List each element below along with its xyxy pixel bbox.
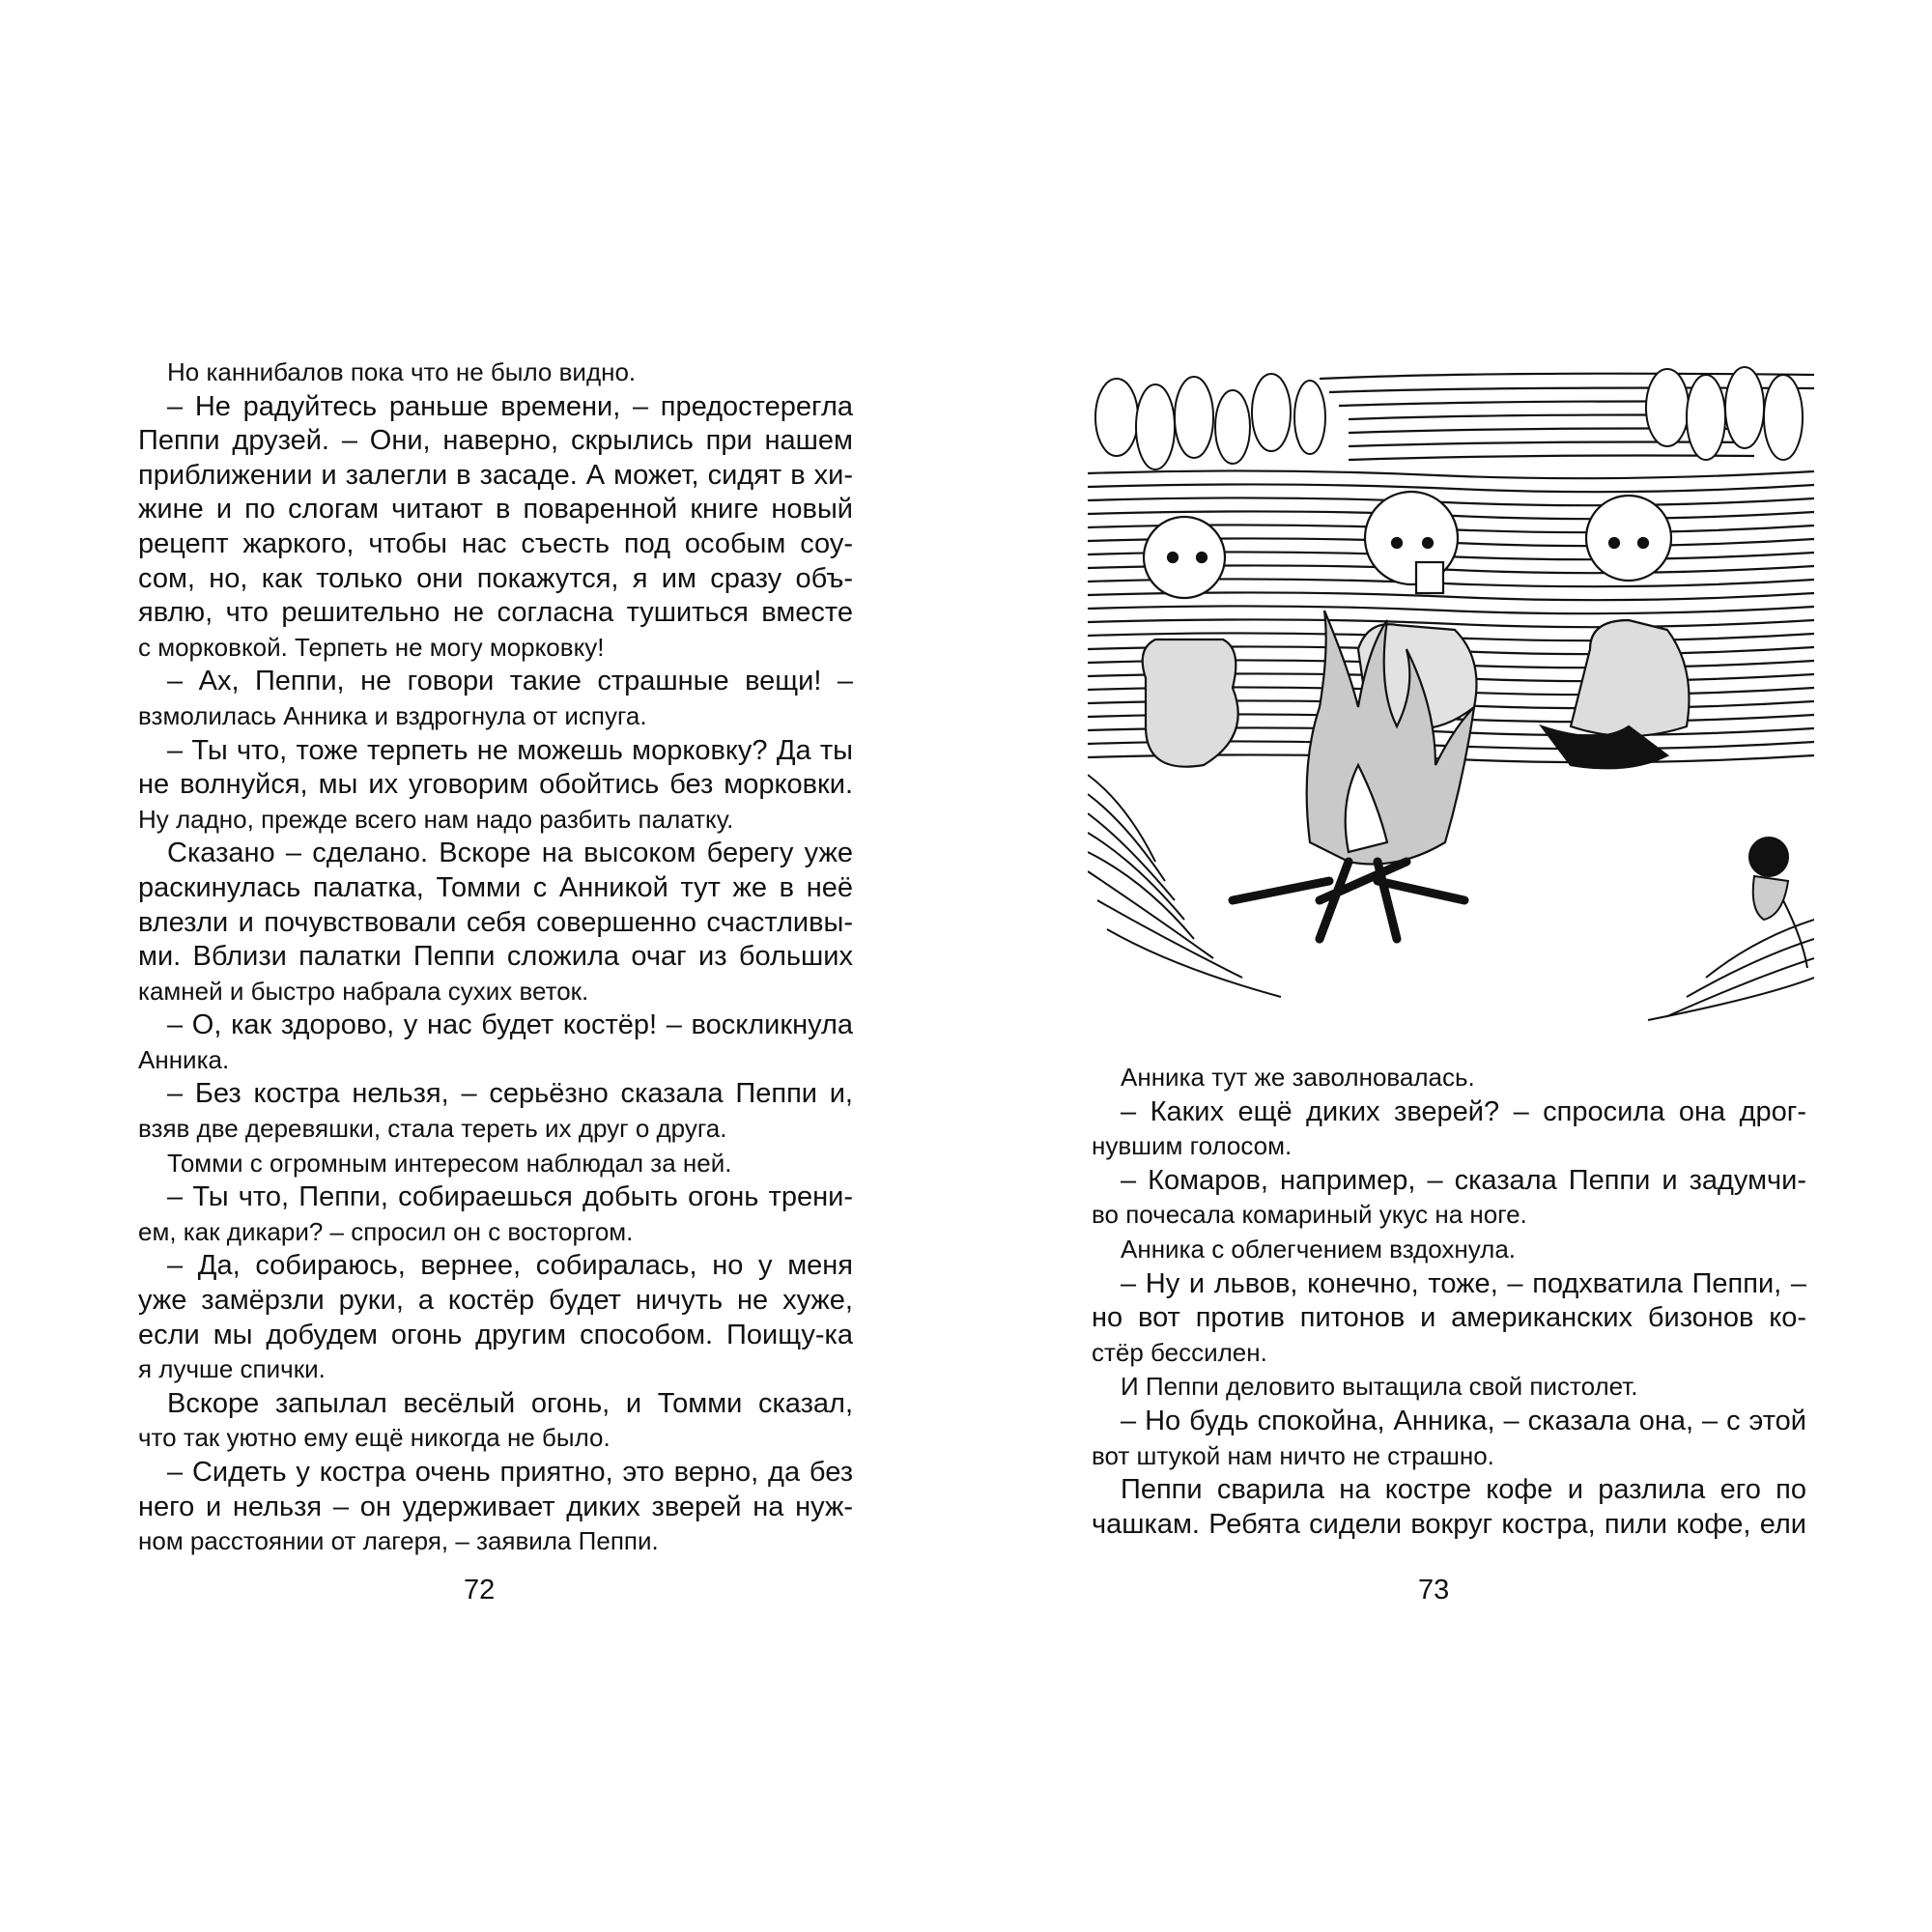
text-line: вот штукой нам ничто не страшно. bbox=[1092, 1440, 1494, 1470]
text-line: Анника тут же заволновалась. bbox=[1121, 1063, 1475, 1092]
text-line: раскинулась палатка, Томми с Анникой тут же в неё bbox=[138, 871, 853, 903]
text-line: Пеппи сварила на костре кофе и разлила его по bbox=[1121, 1474, 1806, 1506]
text-line: чашкам. Ребята сидели вокруг костра, пили кофе, ели bbox=[1092, 1508, 1806, 1540]
text-line: И Пеппи деловито вытащила свой пистолет. bbox=[1121, 1372, 1638, 1402]
text-line: уже замёрзли руки, а костёр будет ничуть не хуже, bbox=[138, 1285, 853, 1317]
text-line: Томми с огромным интересом наблюдал за ней. bbox=[167, 1148, 732, 1178]
text-line: – Ты что, тоже терпеть не можешь морковку? Да ты bbox=[167, 734, 853, 766]
illustration-drawing bbox=[1088, 359, 1814, 1024]
text-line: Анника. bbox=[138, 1044, 230, 1074]
text-line: – Ах, Пеппи, не говори такие страшные вещи! – bbox=[167, 666, 853, 697]
text-line: – Не радуйтесь раньше времени, – предостерегла bbox=[167, 390, 853, 422]
text-line: – Ты что, Пеппи, собираешься добыть огонь трени- bbox=[167, 1181, 853, 1213]
text-line: Анника с облегчением вздохнула. bbox=[1121, 1234, 1517, 1264]
text-line: но вот против питонов и американских бизонов ко- bbox=[1092, 1302, 1806, 1334]
text-line: влезли и почувствовали себя совершенно счастливы- bbox=[138, 906, 853, 938]
text-line: если мы добудем огонь другим способом. Поищу-ка bbox=[138, 1319, 853, 1350]
text-line: – Комаров, например, – сказала Пеппи и задумчи- bbox=[1121, 1164, 1806, 1196]
child-pippi bbox=[1542, 496, 1690, 768]
text-line: камней и быстро набрала сухих веток. bbox=[138, 976, 589, 1006]
page-number-left: 72 bbox=[464, 1575, 496, 1605]
monkey-mr-nilsson bbox=[1749, 838, 1807, 968]
text-line: Вскоре запылал весёлый огонь, и Томми сказал, bbox=[167, 1387, 853, 1419]
campfire-illustration bbox=[1088, 359, 1814, 1024]
text-line: жине и по слогам читают в поваренной книге новый bbox=[138, 494, 853, 526]
text-line: Ну ладно, прежде всего нам надо разбить палатку. bbox=[138, 804, 734, 834]
text-line: – Без костра нельзя, – серьёзно сказала Пеппи и, bbox=[167, 1078, 853, 1110]
text-line: сом, но, как только они покажутся, я им сразу объ- bbox=[138, 562, 853, 594]
text-line: – Ну и львов, конечно, тоже, – подхватила Пеппи, – bbox=[1121, 1267, 1806, 1299]
text-line: ном расстоянии от лагеря, – заявила Пеппи. bbox=[138, 1526, 659, 1556]
page-number-right: 73 bbox=[1418, 1575, 1450, 1605]
text-line: – Сидеть у костра очень приятно, это верно, да без bbox=[167, 1457, 853, 1488]
text-line: – Да, собираюсь, вернее, собиралась, но у меня bbox=[167, 1250, 853, 1282]
text-line: во почесала комариный укус на ноге. bbox=[1092, 1200, 1527, 1230]
foliage-left bbox=[1095, 374, 1325, 469]
text-line: с морковкой. Терпеть не могу морковку! bbox=[138, 632, 605, 662]
left-page-text bbox=[138, 355, 853, 1559]
text-line: рецепт жаркого, чтобы нас съесть под особым соу- bbox=[138, 527, 853, 559]
child-tommy bbox=[1143, 517, 1238, 767]
text-line: взмолилась Анника и вздрогнула от испуга. bbox=[138, 700, 647, 730]
text-line: – Но будь спокойна, Анника, – сказала она, – с этой bbox=[1121, 1405, 1806, 1436]
text-line: нувшим голосом. bbox=[1092, 1131, 1293, 1161]
text-line: не волнуйся, мы их уговорим обойтись без морковки. bbox=[138, 769, 853, 801]
text-line: приближении и залегли в засаде. А может, сидят в хи- bbox=[138, 459, 853, 491]
text-line: Сказано – сделано. Вскоре на высоком берегу уже bbox=[167, 838, 853, 869]
text-line: стёр бессилен. bbox=[1092, 1337, 1267, 1367]
text-line: Но каннибалов пока что не было видно. bbox=[167, 357, 637, 386]
text-line: я лучше спички. bbox=[138, 1354, 326, 1384]
text-line: него и нельзя – он удерживает диких зверей на нуж- bbox=[138, 1491, 853, 1522]
text-line: – О, как здорово, у нас будет костёр! – воскликнула bbox=[167, 1009, 853, 1041]
text-line: – Каких ещё диких зверей? – спросила она дрог- bbox=[1121, 1095, 1806, 1127]
text-line: Пеппи друзей. – Они, наверно, скрылись при нашем bbox=[138, 425, 853, 457]
right-page-text bbox=[1092, 1061, 1806, 1542]
text-line: ми. Вблизи палатки Пеппи сложила очаг из больших bbox=[138, 941, 853, 973]
text-line: явлю, что решительно не согласна тушиться вместе bbox=[138, 597, 853, 629]
text-line: что так уютно ему ещё никогда не было. bbox=[138, 1423, 611, 1453]
text-line: ем, как дикари? – спросил он с восторгом. bbox=[138, 1216, 634, 1246]
text-line: взяв две деревяшки, стала тереть их друг о друга. bbox=[138, 1114, 727, 1144]
foliage-right bbox=[1646, 367, 1803, 460]
